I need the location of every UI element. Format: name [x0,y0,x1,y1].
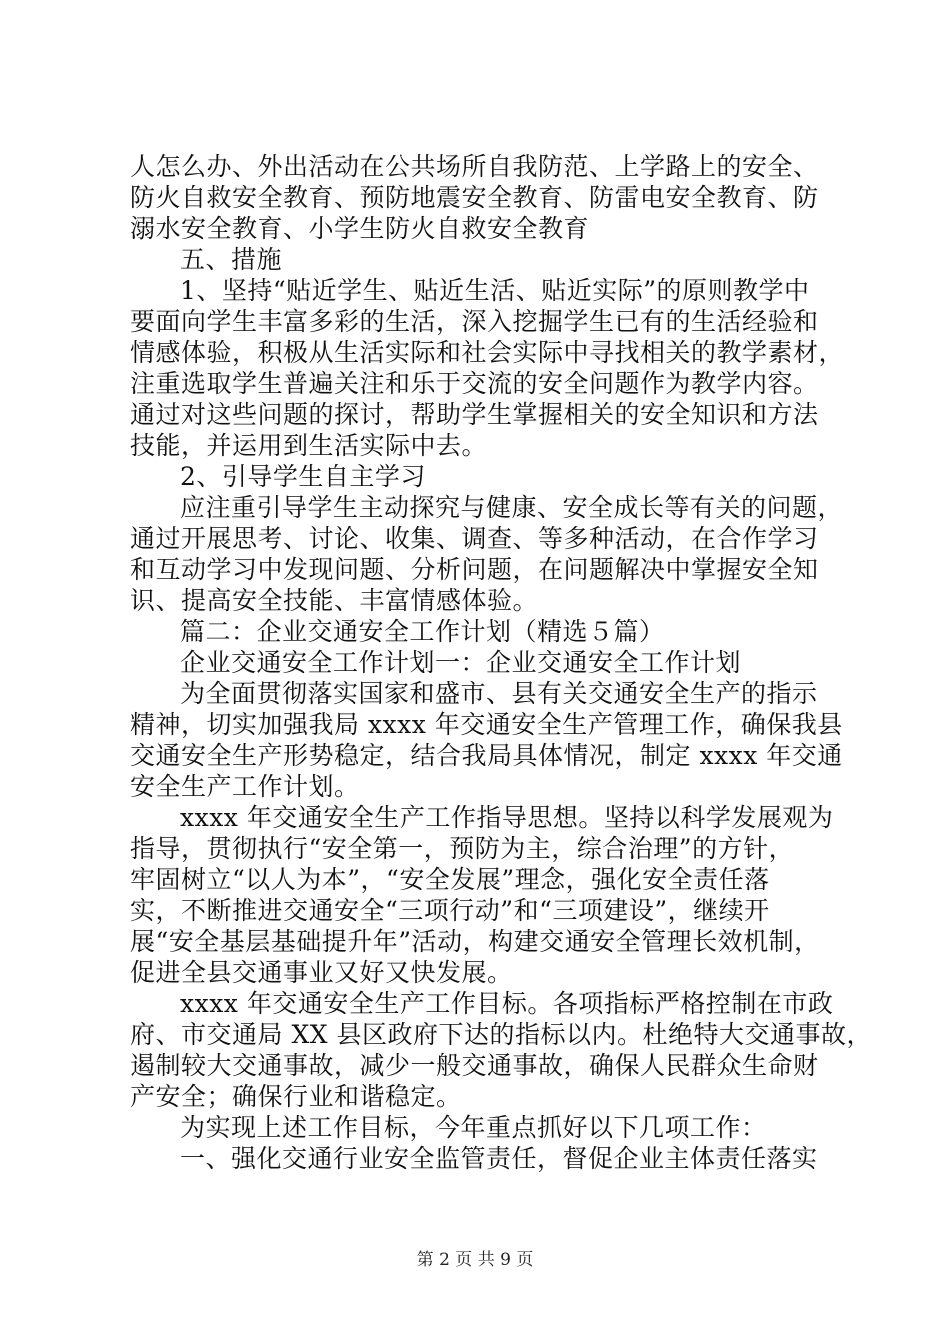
text-line: 2、引导学生自主学习 [180,462,426,491]
text-line: 五、措施 [180,245,283,274]
text-line: 牢固树立“以人为本”，“安全发展”理念，强化安全责任落 [130,865,770,894]
text-line: 府、市交通局 XX 县区政府下达的指标以内。杜绝特大交通事故， [130,1020,872,1049]
text-line: 溺水安全教育、小学生防火自救安全教育 [130,214,590,243]
text-line: 一、强化交通行业安全监管责任，督促企业主体责任落实 [180,1144,818,1173]
text-line: 防火自救安全教育、预防地震安全教育、防雷电安全教育、防 [130,183,819,212]
text-line: 促进全县交通事业又好又快发展。 [130,958,513,987]
text-line: 企业交通安全工作计划一：企业交通安全工作计划 [180,648,742,677]
text-line: xxxx 年交通安全生产工作目标。各项指标严格控制在市政 [180,989,834,1018]
text-line: 情感体验，积极从生活实际和社会实际中寻找相关的教学素材， [130,338,845,367]
text-line: 精神，切实加强我局 xxxx 年交通安全生产管理工作，确保我县 [130,710,843,739]
text-line: 产安全；确保行业和谐稳定。 [130,1082,462,1111]
text-line: 人怎么办、外出活动在公共场所自我防范、上学路上的安全、 [130,152,819,181]
text-line: 要面向学生丰富多彩的生活，深入挖掘学生已有的生活经验和 [130,307,819,336]
text-line: 交通安全生产形势稳定，结合我局具体情况，制定 xxxx 年交通 [130,741,843,770]
text-line: 应注重引导学生主动探究与健康、安全成长等有关的问题， [180,493,844,522]
text-line: 识、提高安全技能、丰富情感体验。 [130,586,539,615]
text-line: 遏制较大交通事故，减少一般交通事故，确保人民群众生命财 [130,1051,819,1080]
document-body [130,151,872,1174]
text-line: 通过对这些问题的探讨，帮助学生掌握相关的安全知识和方法 [130,400,819,429]
text-line: 实，不断推进交通安全“三项行动”和“三项建设”，继续开 [130,896,770,925]
text-line: 展“安全基层基础提升年”活动，构建交通安全管理长效机制， [130,927,820,956]
text-line: 安全生产工作计划。 [130,772,360,801]
text-line: 1、坚持“贴近学生、贴近生活、贴近实际”的原则教学中 [180,276,810,305]
text-line: 和互动学习中发现问题、分析问题，在问题解决中掌握安全知 [130,555,819,584]
text-line: 技能，并运用到生活实际中去。 [130,431,488,460]
text-line: 通过开展思考、讨论、收集、调查、等多种活动，在合作学习 [130,524,819,553]
text-line: xxxx 年交通安全生产工作指导思想。坚持以科学发展观为 [180,803,834,832]
page-footer: 第 2 页 共 9 页 [416,1250,534,1270]
text-line: 指导，贯彻执行“安全第一，预防为主，综合治理”的方针， [130,834,795,863]
text-line: 为实现上述工作目标，今年重点抓好以下几项工作： [180,1113,767,1142]
text-line: 篇二：企业交通安全工作计划（精选５篇） [180,617,665,646]
text-line: 注重选取学生普遍关注和乐于交流的安全问题作为教学内容。 [130,369,819,398]
text-line: 为全面贯彻落实国家和盛市、县有关交通安全生产的指示 [180,679,818,708]
